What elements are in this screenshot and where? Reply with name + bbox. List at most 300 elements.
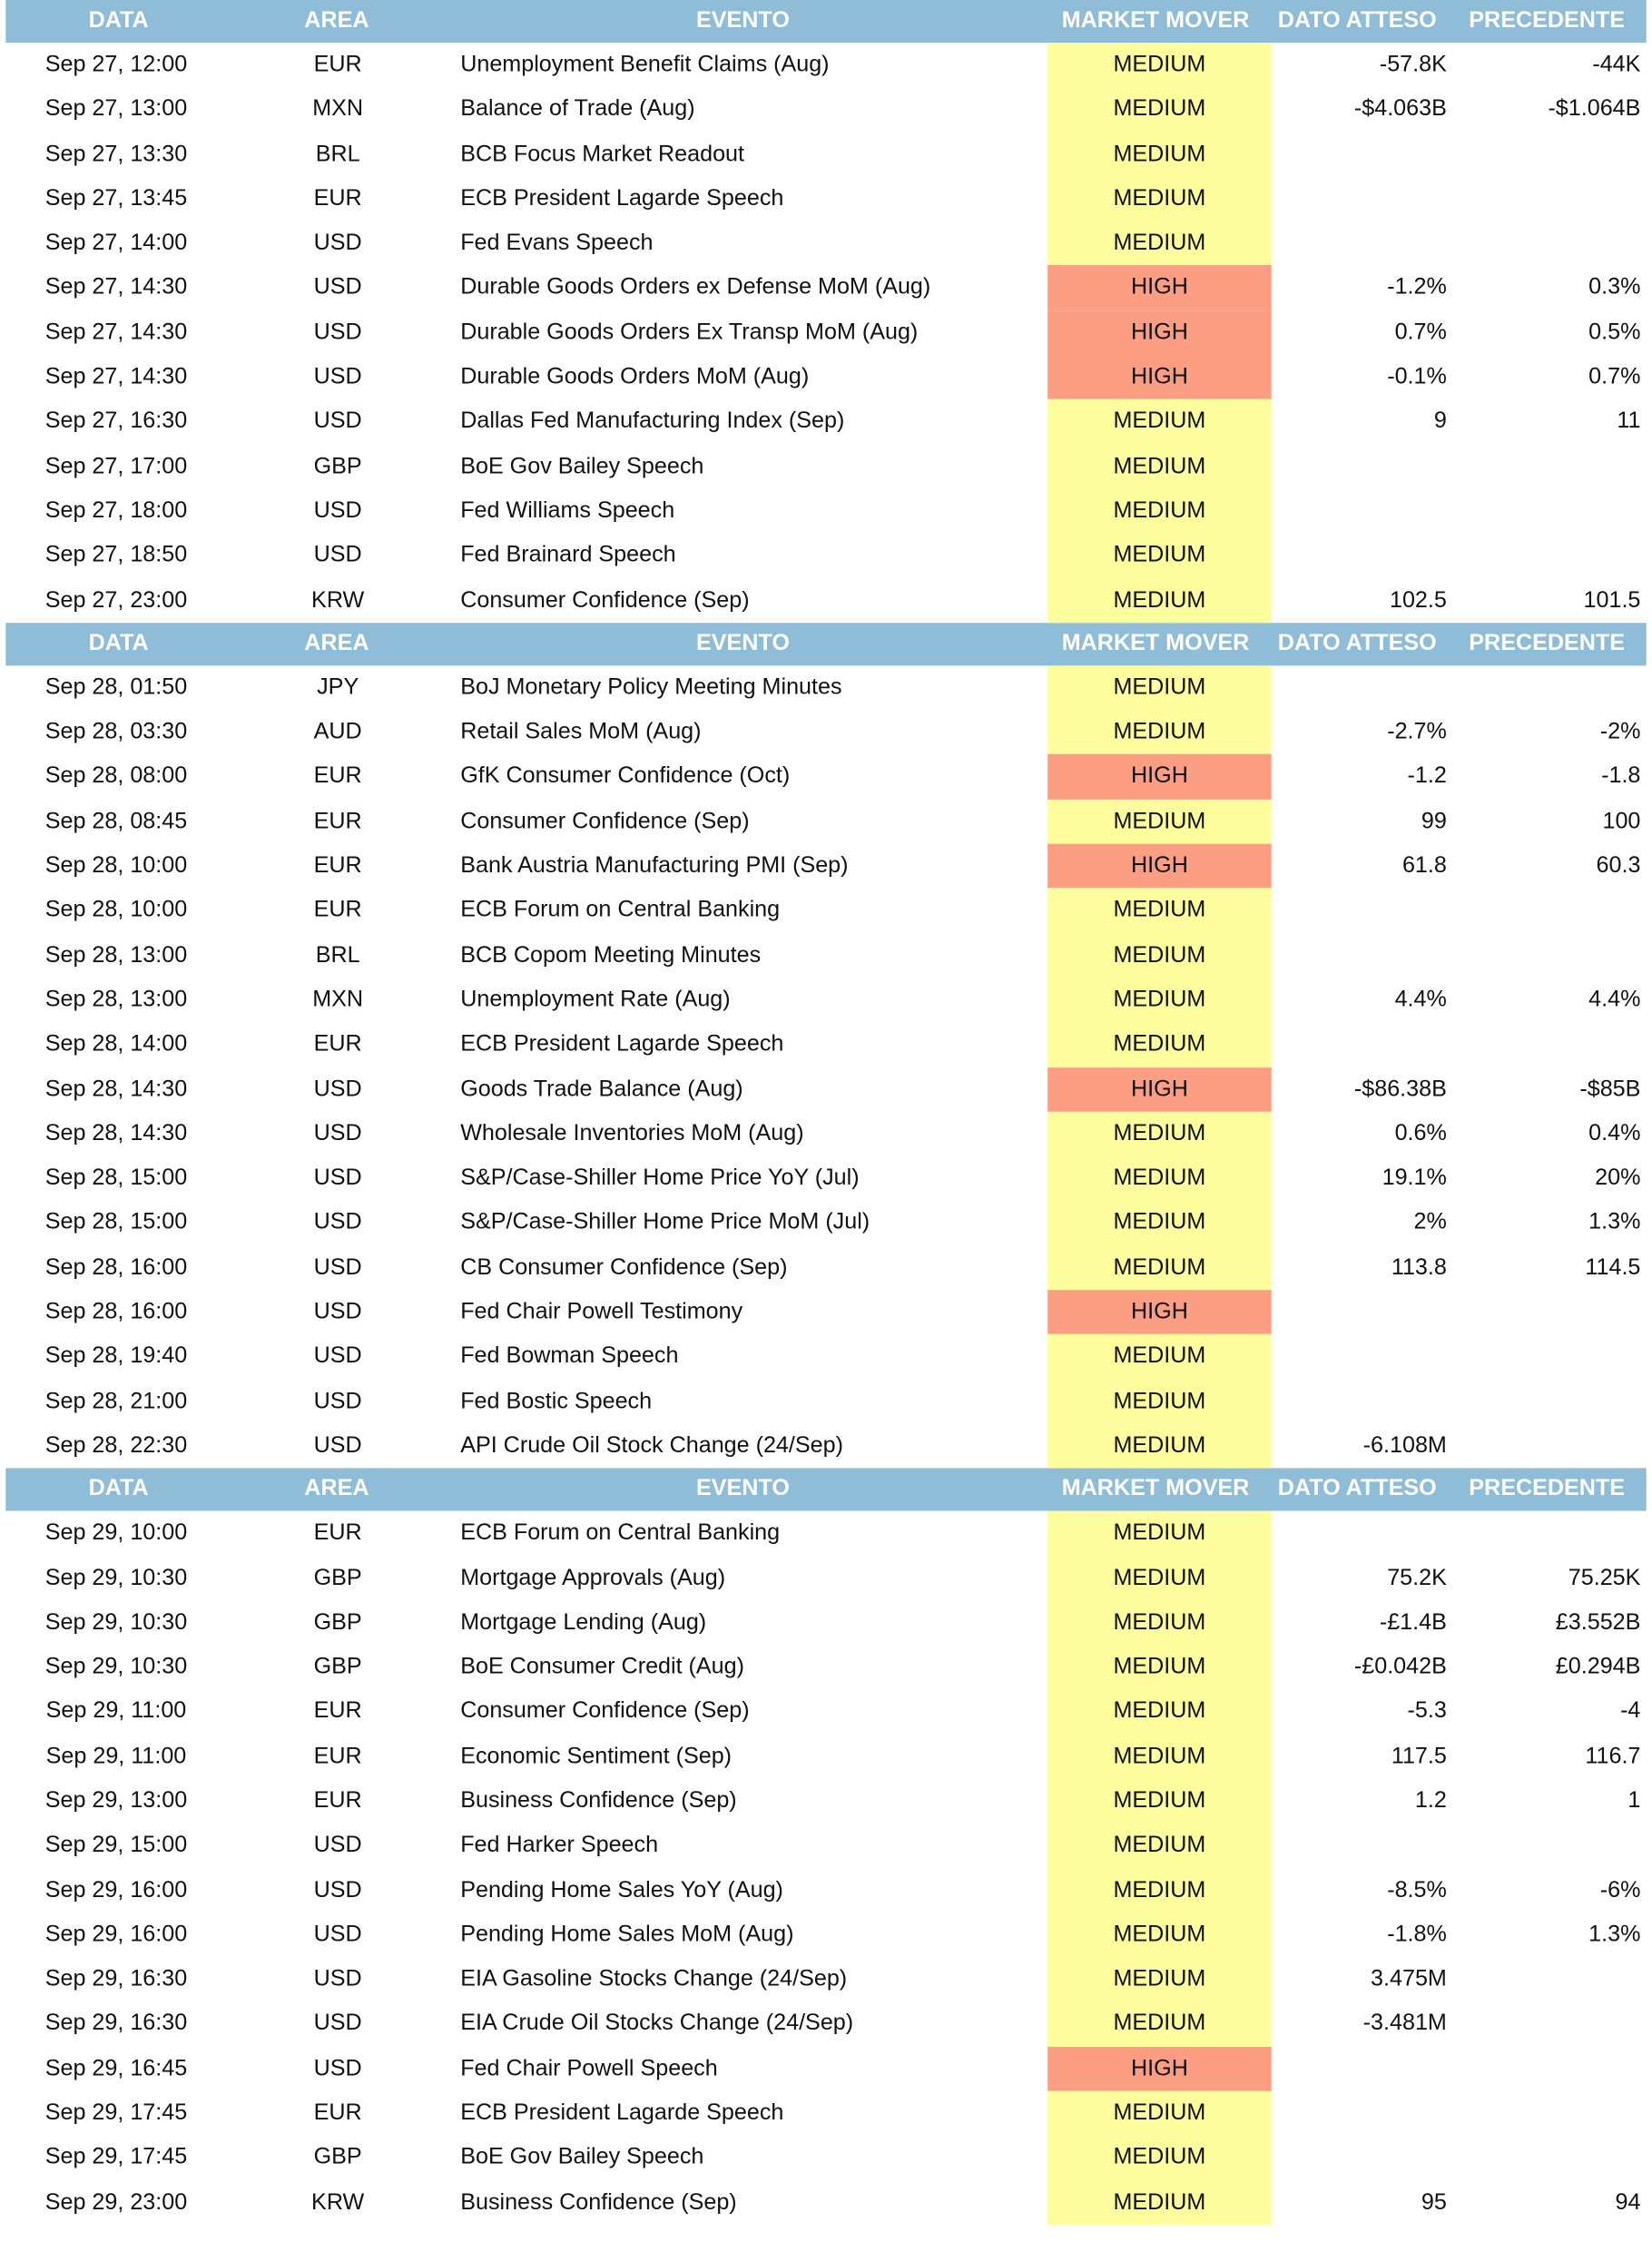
table-row [0,1245,1652,1290]
cell-event: API Crude Oil Stock Change (24/Sep) [460,1433,843,1459]
table-row [0,1735,1652,1779]
table-row [0,1913,1652,1957]
cell-event: ECB Forum on Central Banking [460,898,781,923]
cell-expected: 99 [1421,809,1447,834]
cell-event: Bank Austria Manufacturing PMI (Sep) [460,853,849,879]
cell-date: Sep 29, 16:30 [44,1967,188,1991]
cell-previous: -2% [1599,720,1641,744]
cell-area: USD [313,1165,362,1191]
cell-market-mover: MEDIUM [1047,1779,1272,1824]
cell-previous [1452,889,1652,933]
cell-market-mover: HIGH [1047,754,1272,799]
cell-date: Sep 28, 08:00 [44,764,188,790]
cell-market-mover: MEDIUM [1047,444,1272,488]
cell-event: Retail Sales MoM (Aug) [460,720,702,744]
cell-date: Sep 27, 18:00 [44,498,188,524]
cell-market-mover: MEDIUM [1047,1556,1272,1600]
cell-expected: -0.1% [1387,365,1447,389]
cell-event: ECB Forum on Central Banking [460,1520,781,1546]
cell-expected: -3.481M [1362,2011,1447,2037]
header-row [5,1469,1646,1511]
cell-date: Sep 28, 03:30 [44,720,188,744]
cell-event: Pending Home Sales YoY (Aug) [460,1877,783,1903]
cell-area: USD [313,231,362,256]
cell-area: MXN [312,97,364,122]
cell-expected [1272,444,1452,488]
cell-previous [1452,665,1652,710]
cell-area: USD [313,320,362,345]
cell-previous [1452,132,1652,176]
cell-area: USD [313,275,362,300]
cell-date: Sep 28, 13:00 [44,942,188,968]
calendar-section [0,1469,1652,2225]
table-row [0,1022,1652,1067]
cell-event: Unemployment Benefit Claims (Aug) [460,53,830,77]
cell-date: Sep 27, 14:30 [44,320,188,345]
cell-market-mover: MEDIUM [1047,800,1272,844]
cell-previous: 114.5 [1585,1254,1641,1280]
cell-area: KRW [311,2190,365,2215]
cell-market-mover: MEDIUM [1047,578,1272,623]
table-row [0,1645,1652,1689]
cell-market-mover: MEDIUM [1047,1424,1272,1469]
cell-date: Sep 29, 16:30 [44,2011,188,2037]
cell-previous: 20% [1595,1165,1641,1191]
cell-event: EIA Gasoline Stocks Change (24/Sep) [460,1967,848,1991]
cell-event: Fed Brainard Speech [460,543,676,568]
cell-event: Fed Bowman Speech [460,1344,679,1369]
cell-event: Fed Williams Speech [460,498,675,524]
table-row [0,1334,1652,1379]
cell-expected: 3.475M [1371,1967,1447,1991]
cell-date: Sep 28, 15:00 [44,1210,188,1235]
cell-date: Sep 29, 10:00 [44,1520,188,1546]
cell-market-mover: MEDIUM [1047,2091,1272,2136]
table-row [0,1379,1652,1423]
cell-market-mover: HIGH [1047,1067,1272,1111]
cell-area: USD [313,365,362,389]
cell-market-mover: MEDIUM [1047,1201,1272,1245]
cell-expected: 19.1% [1382,1165,1447,1191]
cell-area: BRL [315,942,360,968]
cell-area: EUR [313,53,362,77]
cell-previous: -$1.064B [1548,97,1641,122]
cell-expected [1272,1022,1452,1067]
header-previous: PRECEDENTE [1469,1477,1626,1501]
cell-expected [1272,132,1452,176]
cell-market-mover: MEDIUM [1047,43,1272,87]
cell-expected: 2% [1413,1210,1447,1235]
cell-event: Fed Evans Speech [460,231,654,256]
cell-expected [1272,489,1452,534]
cell-market-mover: HIGH [1047,1290,1272,1334]
cell-date: Sep 29, 10:30 [44,1610,188,1635]
cell-event: Economic Sentiment (Sep) [460,1744,733,1769]
cell-area: GBP [313,1610,362,1635]
table-row [0,1201,1652,1245]
cell-area: USD [313,1967,362,1991]
calendar-section [0,0,1652,623]
table-row [0,2091,1652,2136]
cell-area: USD [313,1833,362,1858]
cell-expected: -1.2% [1387,275,1447,300]
cell-date: Sep 27, 13:00 [44,97,188,122]
cell-expected [1272,1290,1452,1334]
table-row [0,1067,1652,1111]
table-row [0,534,1652,578]
cell-market-mover: MEDIUM [1047,2001,1272,2046]
cell-date: Sep 28, 21:00 [44,1389,188,1414]
cell-expected [1272,665,1452,710]
cell-market-mover: MEDIUM [1047,710,1272,754]
cell-market-mover: MEDIUM [1047,2180,1272,2225]
cell-market-mover: MEDIUM [1047,665,1272,710]
cell-event: Fed Bostic Speech [460,1389,653,1414]
table-row [0,310,1652,355]
cell-market-mover: MEDIUM [1047,1112,1272,1156]
header-date: DATA [88,1477,149,1501]
cell-previous: 1 [1627,1788,1641,1814]
cell-date: Sep 27, 13:30 [44,142,188,167]
cell-market-mover: MEDIUM [1047,889,1272,933]
cell-previous: 0.4% [1588,1121,1641,1146]
cell-area: USD [313,2056,362,2081]
header-event: EVENTO [696,631,790,656]
cell-date: Sep 28, 01:50 [44,675,188,700]
table-row [0,710,1652,754]
cell-market-mover: MEDIUM [1047,399,1272,444]
cell-market-mover: HIGH [1047,310,1272,355]
cell-event: Durable Goods Orders MoM (Aug) [460,365,810,389]
cell-date: Sep 29, 11:00 [45,1744,187,1769]
cell-event: EIA Crude Oil Stocks Change (24/Sep) [460,2011,854,2037]
cell-date: Sep 27, 12:00 [44,53,188,77]
cell-previous: 100 [1602,809,1641,834]
cell-event: ECB President Lagarde Speech [460,186,784,211]
table-row [0,1689,1652,1734]
cell-date: Sep 27, 14:00 [44,231,188,256]
table-row [0,1156,1652,1201]
cell-date: Sep 28, 10:00 [44,898,188,923]
cell-previous [1452,534,1652,578]
cell-previous [1452,1511,1652,1556]
cell-expected [1272,1824,1452,1868]
cell-event: CB Consumer Confidence (Sep) [460,1254,788,1280]
cell-event: S&P/Case-Shiller Home Price YoY (Jul) [460,1165,860,1191]
cell-expected: 0.6% [1394,1121,1447,1146]
cell-area: USD [313,409,362,434]
cell-event: Goods Trade Balance (Aug) [460,1077,743,1102]
cell-date: Sep 29, 11:00 [45,1699,187,1725]
header-row [5,0,1646,43]
cell-expected: -£1.4B [1379,1610,1447,1635]
section-rows [0,1511,1652,2225]
cell-previous: 0.3% [1588,275,1641,300]
cell-market-mover: MEDIUM [1047,1245,1272,1290]
cell-expected [1272,889,1452,933]
cell-area: USD [313,1300,362,1324]
cell-event: Consumer Confidence (Sep) [460,587,750,613]
cell-previous [1452,1379,1652,1423]
header-expected: DATO ATTESO [1277,631,1437,656]
table-row [0,889,1652,933]
cell-expected [1272,221,1452,266]
table-row [0,489,1652,534]
cell-expected: -1.8% [1387,1922,1447,1947]
cell-expected: 102.5 [1389,587,1447,613]
header-market-mover: MARKET MOVER [1061,1477,1250,1501]
table-row [0,2180,1652,2225]
cell-date: Sep 28, 19:40 [44,1344,188,1369]
cell-previous: -6% [1599,1877,1641,1903]
header-previous: PRECEDENTE [1469,8,1626,34]
calendar-section [0,623,1652,1469]
table-row [0,2047,1652,2091]
cell-area: USD [313,1210,362,1235]
cell-date: Sep 27, 18:50 [44,543,188,568]
cell-date: Sep 29, 16:45 [44,2056,188,2081]
table-row [0,665,1652,710]
table-row [0,1556,1652,1600]
cell-expected [1272,534,1452,578]
cell-previous [1452,1334,1652,1379]
cell-event: Pending Home Sales MoM (Aug) [460,1922,794,1947]
cell-market-mover: MEDIUM [1047,1600,1272,1645]
cell-date: Sep 28, 10:00 [44,853,188,879]
header-area: AREA [304,8,369,34]
cell-previous [1452,1022,1652,1067]
header-row [5,623,1646,665]
cell-date: Sep 29, 17:45 [44,2100,188,2126]
cell-date: Sep 27, 17:00 [44,454,188,479]
table-row [0,355,1652,399]
cell-previous [1452,2091,1652,2136]
cell-area: USD [313,1254,362,1280]
cell-event: BCB Focus Market Readout [460,142,745,167]
cell-event: Consumer Confidence (Sep) [460,809,750,834]
cell-area: EUR [313,809,362,834]
cell-area: EUR [313,764,362,790]
cell-market-mover: MEDIUM [1047,221,1272,266]
table-row [0,1868,1652,1913]
table-row [0,578,1652,623]
cell-date: Sep 28, 16:00 [44,1254,188,1280]
cell-market-mover: MEDIUM [1047,1868,1272,1913]
cell-event: Business Confidence (Sep) [460,1788,737,1814]
cell-previous [1452,177,1652,221]
cell-event: ECB President Lagarde Speech [460,1032,784,1057]
cell-previous [1452,1424,1652,1469]
cell-expected: 0.7% [1394,320,1447,345]
cell-area: EUR [313,1788,362,1814]
cell-date: Sep 28, 22:30 [44,1433,188,1459]
cell-area: EUR [313,186,362,211]
cell-previous [1452,1957,1652,2001]
cell-previous: 0.7% [1588,365,1641,389]
cell-expected: 113.8 [1391,1254,1447,1280]
cell-event: Fed Chair Powell Speech [460,2056,718,2081]
cell-previous: -$85B [1579,1077,1641,1102]
cell-event: Dallas Fed Manufacturing Index (Sep) [460,409,845,434]
table-row [0,177,1652,221]
cell-area: USD [313,1121,362,1146]
cell-previous: -1.8 [1601,764,1641,790]
header-market-mover: MARKET MOVER [1061,631,1250,656]
cell-previous: 94 [1615,2190,1641,2215]
cell-date: Sep 28, 13:00 [44,988,188,1012]
cell-event: Unemployment Rate (Aug) [460,988,731,1012]
cell-event: GfK Consumer Confidence (Oct) [460,764,791,790]
cell-market-mover: MEDIUM [1047,132,1272,176]
cell-area: USD [313,1389,362,1414]
cell-expected: 95 [1421,2190,1447,2215]
cell-area: USD [313,1877,362,1903]
table-row [0,933,1652,978]
cell-date: Sep 27, 14:30 [44,365,188,389]
cell-date: Sep 29, 10:30 [44,1655,188,1679]
cell-expected: 75.2K [1387,1565,1447,1590]
cell-market-mover: MEDIUM [1047,1689,1272,1734]
cell-expected: 1.2 [1414,1788,1447,1814]
cell-previous: -44K [1592,53,1641,77]
cell-expected [1272,1511,1452,1556]
cell-previous [1452,221,1652,266]
cell-event: BoE Gov Bailey Speech [460,454,704,479]
cell-market-mover: MEDIUM [1047,177,1272,221]
cell-area: USD [313,1344,362,1369]
table-row [0,1957,1652,2001]
cell-area: USD [313,2011,362,2037]
cell-area: GBP [313,1565,362,1590]
cell-area: USD [313,1922,362,1947]
cell-expected: -2.7% [1387,720,1447,744]
cell-expected: -8.5% [1387,1877,1447,1903]
cell-event: Durable Goods Orders Ex Transp MoM (Aug) [460,320,919,345]
cell-expected: -$86.38B [1353,1077,1447,1102]
table-row [0,2136,1652,2180]
cell-area: EUR [313,1699,362,1725]
cell-previous [1452,2136,1652,2180]
cell-area: KRW [311,587,365,613]
section-rows [0,43,1652,623]
cell-area: EUR [313,898,362,923]
cell-market-mover: MEDIUM [1047,1022,1272,1067]
header-expected: DATO ATTESO [1277,8,1437,34]
header-date: DATA [88,8,149,34]
cell-market-mover: MEDIUM [1047,2136,1272,2180]
cell-expected [1272,2091,1452,2136]
cell-previous: 4.4% [1588,988,1641,1012]
cell-expected: -£0.042B [1353,1655,1447,1679]
header-expected: DATO ATTESO [1277,1477,1437,1501]
cell-area: GBP [313,2145,362,2170]
cell-date: Sep 28, 16:00 [44,1300,188,1324]
table-row [0,1290,1652,1334]
cell-expected [1272,1334,1452,1379]
cell-date: Sep 28, 14:30 [44,1121,188,1146]
cell-previous: 101.5 [1583,587,1641,613]
header-market-mover: MARKET MOVER [1061,8,1250,34]
cell-market-mover: MEDIUM [1047,1511,1272,1556]
cell-area: USD [313,1077,362,1102]
cell-area: GBP [313,454,362,479]
cell-previous: £3.552B [1555,1610,1641,1635]
cell-event: ECB President Lagarde Speech [460,2100,784,2126]
cell-area: AUD [313,720,362,744]
cell-event: Business Confidence (Sep) [460,2190,737,2215]
cell-area: USD [313,498,362,524]
cell-previous [1452,489,1652,534]
cell-previous: 0.5% [1588,320,1641,345]
cell-date: Sep 29, 13:00 [44,1788,188,1814]
table-row [0,1600,1652,1645]
header-area: AREA [304,631,369,656]
header-area: AREA [304,1477,369,1501]
cell-date: Sep 27, 14:30 [44,275,188,300]
table-row [0,87,1652,132]
cell-date: Sep 28, 08:45 [44,809,188,834]
table-row [0,1112,1652,1156]
cell-date: Sep 28, 14:00 [44,1032,188,1057]
cell-market-mover: HIGH [1047,844,1272,889]
cell-event: Wholesale Inventories MoM (Aug) [460,1121,804,1146]
cell-market-mover: MEDIUM [1047,933,1272,978]
table-row [0,844,1652,889]
cell-market-mover: MEDIUM [1047,489,1272,534]
cell-date: Sep 29, 16:00 [44,1922,188,1947]
cell-expected: 61.8 [1401,853,1447,879]
cell-area: USD [313,1433,362,1459]
cell-expected: 4.4% [1394,988,1447,1012]
cell-area: GBP [313,1655,362,1679]
cell-event: Durable Goods Orders ex Defense MoM (Aug) [460,275,931,300]
cell-previous: £0.294B [1555,1655,1641,1679]
cell-event: Fed Harker Speech [460,1833,659,1858]
cell-market-mover: MEDIUM [1047,87,1272,132]
cell-market-mover: MEDIUM [1047,1379,1272,1423]
header-date: DATA [88,631,149,656]
cell-market-mover: MEDIUM [1047,978,1272,1022]
cell-area: MXN [312,988,364,1012]
cell-area: EUR [313,1520,362,1546]
cell-event: Fed Chair Powell Testimony [460,1300,743,1324]
cell-date: Sep 27, 13:45 [44,186,188,211]
cell-area: EUR [313,1032,362,1057]
cell-expected [1272,933,1452,978]
cell-market-mover: HIGH [1047,266,1272,310]
cell-event: BoJ Monetary Policy Meeting Minutes [460,675,842,700]
cell-area: EUR [313,853,362,879]
cell-market-mover: MEDIUM [1047,534,1272,578]
cell-event: Balance of Trade (Aug) [460,97,695,122]
cell-market-mover: MEDIUM [1047,1156,1272,1201]
cell-area: EUR [313,1744,362,1769]
cell-event: BoE Consumer Credit (Aug) [460,1655,744,1679]
cell-date: Sep 28, 15:00 [44,1165,188,1191]
cell-previous [1452,1824,1652,1868]
cell-previous [1452,933,1652,978]
table-row [0,266,1652,310]
table-row [0,399,1652,444]
table-row [0,1511,1652,1556]
cell-previous: 116.7 [1585,1744,1641,1769]
cell-expected [1272,1379,1452,1423]
table-row [0,43,1652,87]
table-row [0,132,1652,176]
table-row [0,1424,1652,1469]
cell-expected: -$4.063B [1353,97,1447,122]
cell-previous [1452,1290,1652,1334]
